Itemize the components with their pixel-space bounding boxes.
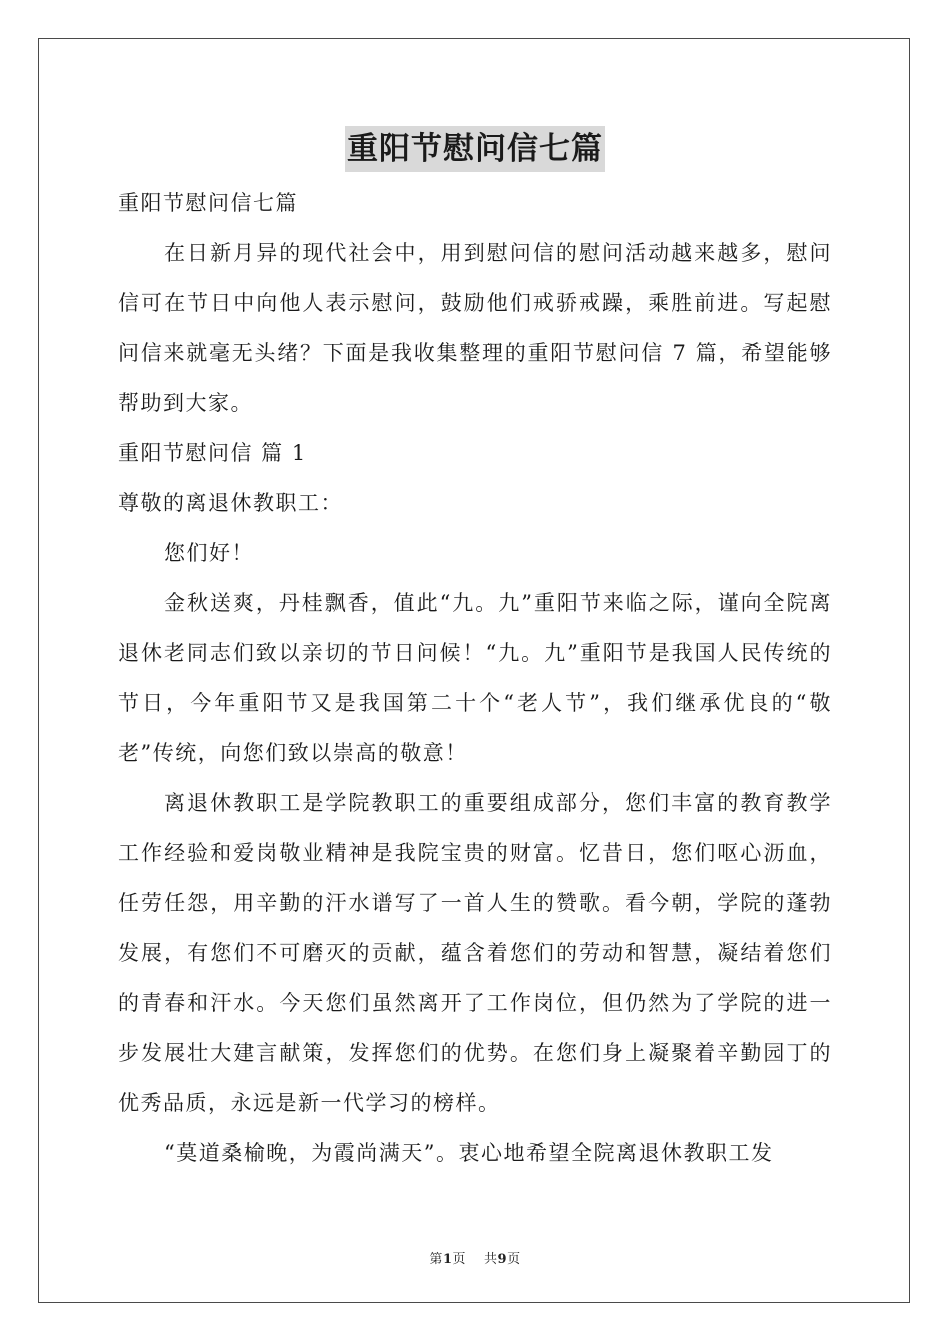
paragraph-body-2: 离退休教职工是学院教职工的重要组成部分，您们丰富的教育教学工作经验和爱岗敬业精神是我院宝贵的财富。忆昔日，您们呕心沥血，任劳任怨，用辛勤的汗水谱写了一首人生的赞歌。看今朝，学院的蓬勃发展，有您们不可磨灭的贡献，蕴含着您们的劳动和智慧，凝结着您们的青春和汗水。今天您们虽然离开了工作岗位，但仍然为了学院的进一步发展壮大建言献策，发挥您们的优势。在您们身上凝聚着辛勤园丁的优秀品质，永远是新一代学习的榜样。	[118, 791, 832, 1115]
document-title: 重阳节慰问信七篇	[345, 126, 605, 172]
paragraph-body-1: 金秋送爽，丹桂飘香，值此“九。九”重阳节来临之际，谨向全院离退休老同志们致以亲切的节日问候！“九。九”重阳节是我国人民传统的节日，今年重阳节又是我国第二十个“老人节”，我们继承优良的“敬老”传统，向您们致以崇高的敬意！	[118, 591, 832, 765]
paragraph-greeting: 您们好！	[164, 541, 254, 565]
footer-page-suffix: 页	[452, 1252, 466, 1267]
document-title-wrapper	[0, 126, 950, 172]
footer-total-prefix: 共	[484, 1252, 498, 1267]
paragraph-body-3: “莫道桑榆晚，为霞尚满天”。衷心地希望全院离退休教职工发	[164, 1141, 774, 1165]
paragraph-intro: 在日新月异的现代社会中，用到慰问信的慰问活动越来越多，慰问信可在节日中向他人表示慰问，鼓励他们戒骄戒躁，乘胜前进。写起慰问信来就毫无头绪？下面是我收集整理的重阳节慰问信 7 篇，希望能够帮助到大家。	[118, 241, 832, 415]
paragraph-subtitle: 重阳节慰问信七篇	[118, 191, 298, 215]
footer-page-prefix: 第	[429, 1252, 443, 1267]
footer-total-suffix: 页	[507, 1252, 521, 1267]
footer-total-pages: 9	[497, 1252, 508, 1267]
page-footer	[0, 1248, 950, 1267]
document-body	[118, 178, 832, 1178]
paragraph-section-heading: 重阳节慰问信 篇 1	[118, 441, 307, 465]
footer-page-number: 1	[442, 1252, 453, 1267]
paragraph-salutation: 尊敬的离退休教职工：	[118, 491, 343, 515]
